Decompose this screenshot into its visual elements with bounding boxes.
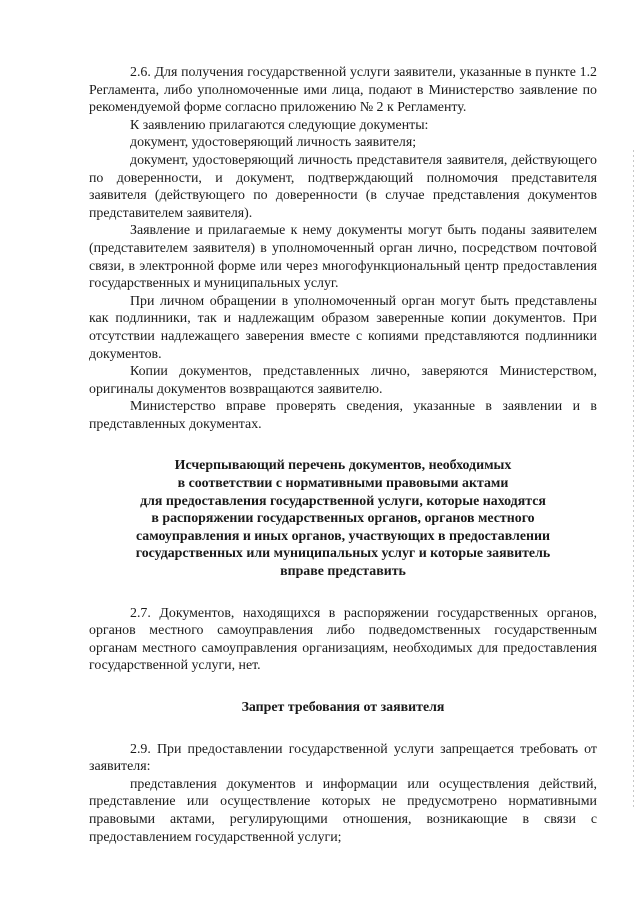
paragraph-2-6: 2.6. Для получения государственной услуги заявители, указанные в пункте 1.2 Регламента, либо уполномоченные ими лица, подают в Министерство заявление по рекомендуемой форме согласно приложению № 2 к Регламенту. — [89, 65, 597, 116]
paragraph-copies: Копии документов, представленных лично, заверяются Министерством, оригиналы документов возвращаются заявителю. — [89, 364, 597, 397]
heading-line: в соответствии с нормативными правовыми актами — [177, 476, 509, 492]
heading-line: самоуправления и иных органов, участвующих в предоставлении — [135, 528, 551, 544]
paragraph-2-9: 2.9. При предоставлении государственной услуги запрещается требовать от заявителя: — [89, 741, 597, 775]
heading-line: вправе представить — [280, 564, 406, 580]
section-heading-prohibition: Запрет требования от заявителя — [241, 700, 445, 715]
paragraph-attached-docs: К заявлению прилагаются следующие документы: — [130, 117, 429, 133]
heading-line: Исчерпывающий перечень документов, необходимых — [174, 458, 512, 474]
heading-line: для предоставления государственной услуги, которые находятся — [140, 493, 546, 509]
paragraph-2-7: 2.7. Документов, находящихся в распоряжении государственных органов, органов местного самоуправления либо подведомственных государственным органам местного самоуправления организациям, необходимых для предоставления государственной услуги, нет. — [89, 605, 597, 674]
document-page — [89, 64, 597, 846]
paragraph-identity-doc: документ, удостоверяющий личность заявителя; — [130, 135, 417, 151]
heading-line: в распоряжении государственных органов, органов местного — [151, 511, 535, 527]
paragraph-submission-methods: Заявление и прилагаемые к нему документы могут быть поданы заявителем (представителем заявителя) в уполномоченный орган лично, посредством почтовой связи, в электронной форме или через многофункциональный центр предоставления государственных и муниципальных услуг. — [89, 223, 597, 292]
paragraph-personal-visit: При личном обращении в уполномоченный орган могут быть представлены как подлинники, так и надлежащим образом заверенные копии документов. При отсутствии надлежащего заверения вместе с копиями представляются подлинники документов. — [89, 293, 597, 362]
scan-edge-artifact — [633, 150, 634, 810]
paragraph-prohibited-requirements: представления документов и информации или осуществления действий, представление или осуществление которых не предусмотрено нормативными правовыми актами, регулирующими отношения, возникающие в связи с предоставлением государственной услуги; — [89, 776, 597, 845]
paragraph-ministry-check: Министерство вправе проверять сведения, указанные в заявлении и в представленных документах. — [89, 399, 597, 432]
section-heading-documents-list — [89, 457, 597, 580]
paragraph-representative-doc: документ, удостоверяющий личность представителя заявителя, действующего по доверенности, и документ, подтверждающий полномочия представителя заявителя (действующего по доверенности (в случае представления документов представителем заявителя). — [89, 152, 597, 221]
heading-line: государственных или муниципальных услуг и которые заявитель — [135, 546, 551, 562]
